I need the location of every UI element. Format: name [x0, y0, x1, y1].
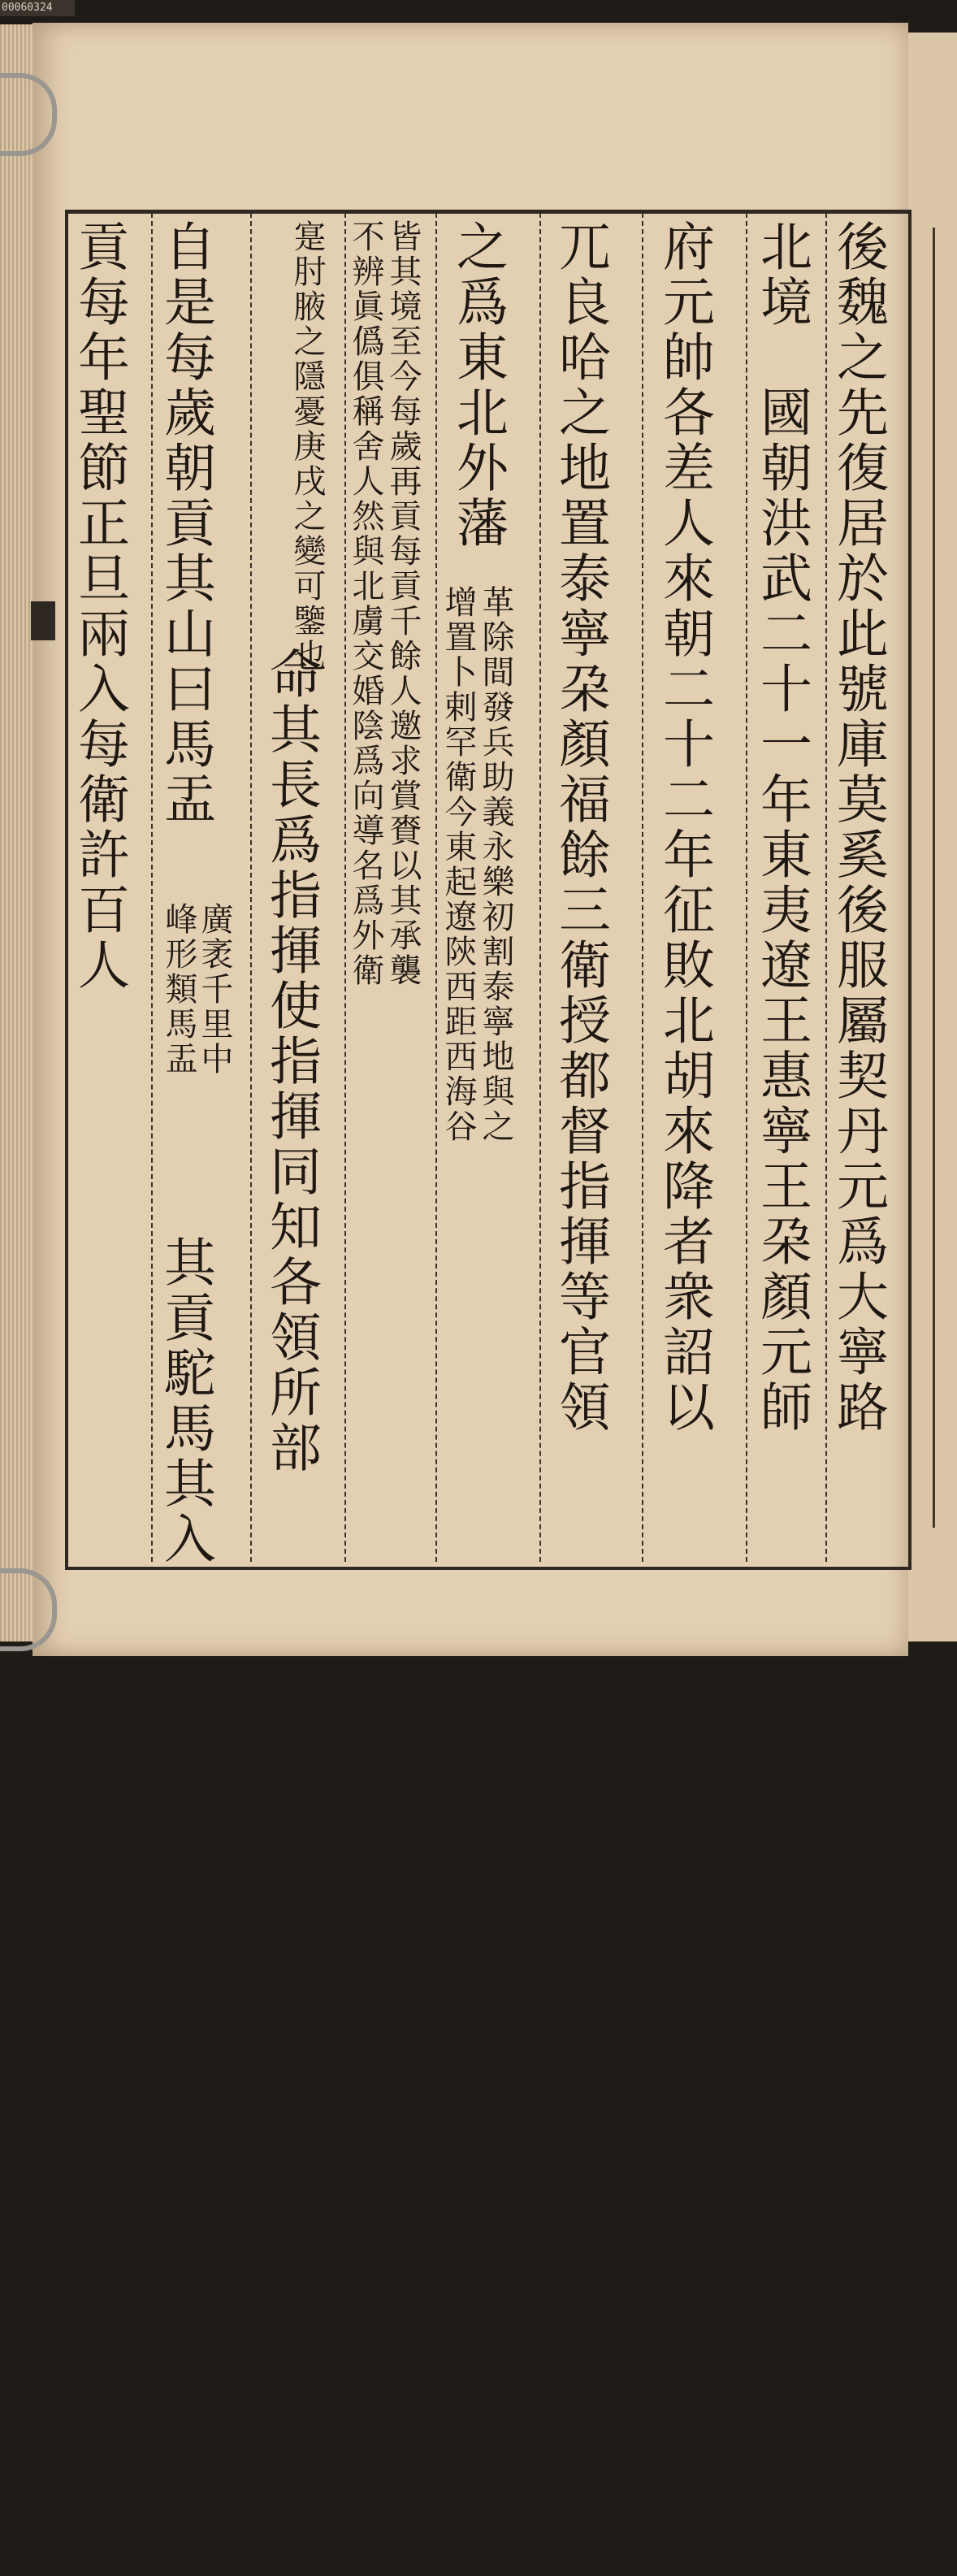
column-rule	[250, 213, 252, 1562]
column-5-commentary-right: 革除間發兵助義永樂初割泰寧地與之	[477, 585, 514, 1144]
column-rule	[344, 213, 346, 1562]
margin-fish-tail-mark	[31, 601, 55, 640]
column-6-commentary-left: 不辨眞僞俱稱舍人然與北虜交婚陰爲向導名爲外衛	[347, 219, 384, 988]
text-column-7: 命其長爲指揮使指揮同知各領所部	[261, 647, 321, 1476]
text-column-1: 後魏之先復居於此號庫莫奚後服屬契丹元爲大寧路	[828, 219, 888, 1435]
image-id-label: 00060324	[0, 0, 75, 16]
facing-page-edge	[908, 33, 957, 1641]
column-rule	[746, 213, 747, 1562]
column-rule	[825, 213, 827, 1562]
column-rule	[642, 213, 643, 1562]
text-column-9: 貢每年聖節正旦兩入每衛許百人	[69, 219, 129, 993]
text-column-2: 北境 國朝洪武二十一年東夷遼王惠寧王朶顏元師	[751, 219, 812, 1435]
column-6-commentary-right: 皆其境至今每歲再貢每貢千餘人邀求賞賚以其承襲	[384, 219, 422, 988]
column-8-commentary-right: 廣袤千里中	[196, 902, 233, 1077]
column-8-commentary-left: 峰形類馬盂	[160, 902, 197, 1077]
column-rule	[435, 213, 437, 1562]
column-rule	[539, 213, 541, 1562]
text-column-4: 兀良哈之地置泰寧朶顏福餘三衛授都督指揮等官領	[550, 219, 610, 1435]
column-5-commentary-left: 增置卜剌罕衛今東起遼陝西距西海谷	[440, 585, 477, 1144]
text-column-8-bottom: 其貢駝馬其入	[155, 1235, 215, 1567]
text-column-3: 府元帥各差人來朝二十二年征敗北胡來降者衆詔以	[654, 219, 714, 1435]
column-5-main-text: 之爲東北外藩	[448, 219, 508, 551]
text-column-8-top: 自是每歲朝貢其山曰馬盂	[155, 219, 215, 827]
column-7-commentary: 寔肘腋之隱憂庚戌之變可鑒也	[288, 219, 326, 674]
column-rule	[151, 213, 153, 1562]
